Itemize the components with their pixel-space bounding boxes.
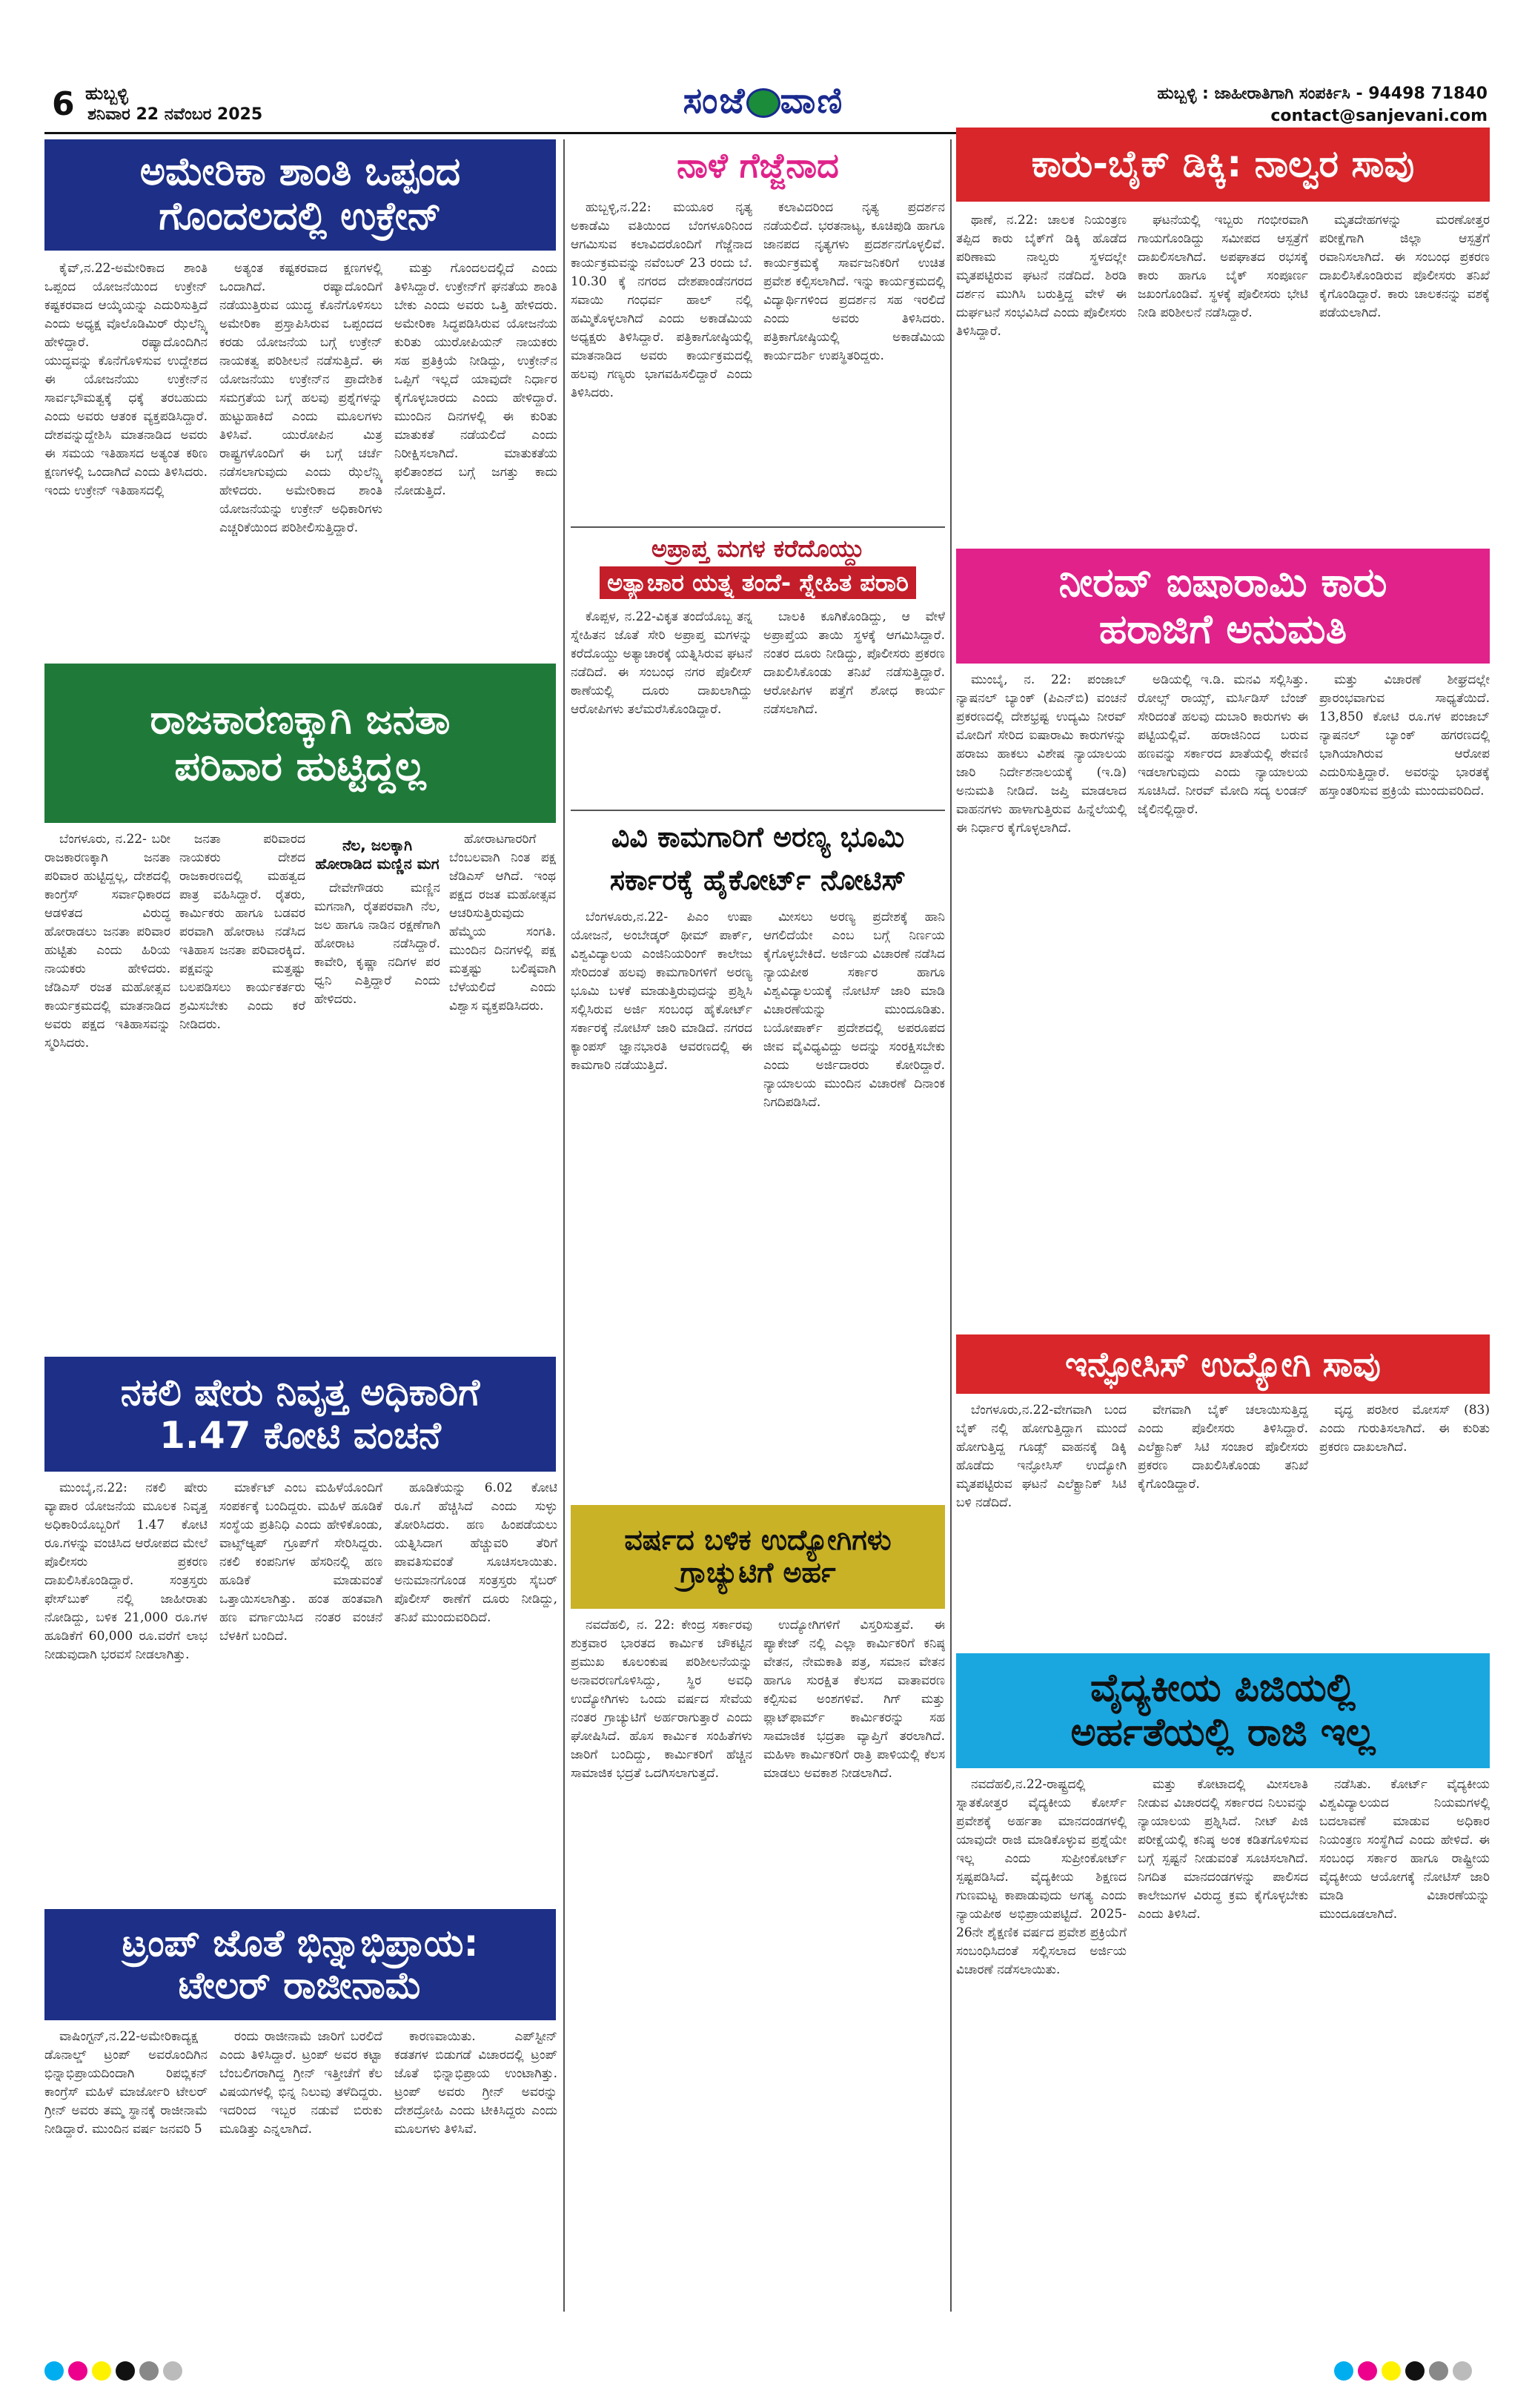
gray-dot	[1429, 2361, 1448, 2381]
article-body	[179, 830, 305, 1342]
article-text: ದೇವೇಗೌಡರು ಮಣ್ಣಿನ ಮಗನಾಗಿ, ರೈತಪರವಾಗಿ ನೆಲ, ಜಲ ಹಾಗೂ ನಾಡಿನ ರಕ್ಷಣೆಗಾಗಿ ಹೋರಾಟ ನಡೆಸಿದ್ದಾರೆ. ಕಾವೇರಿ, ಕೃಷ್ಣಾ ನದಿಗಳ ಪರ ಧ್ವನಿ ಎತ್ತಿದ್ದಾರೆ ಎಂದು ಹೇಳಿದರು.	[314, 881, 440, 1007]
article-text: ಮಾರ್ಕೆಟ್ ಎಂಬ ಮಹಿಳೆಯೊಂದಿಗೆ ಸಂಪರ್ಕಕ್ಕೆ ಬಂದಿದ್ದರು. ಮಹಿಳೆ ಹೂಡಿಕೆ ಸಂಸ್ಥೆಯ ಪ್ರತಿನಿಧಿ ಎಂದು ಹೇಳಿಕೊಂಡು, ವಾಟ್ಸ್‌ಆ್ಯಪ್ ಗ್ರೂಪ್‌ಗೆ ಸೇರಿಸಿದ್ದರು. ನಕಲಿ ಕಂಪನಿಗಳ ಹೆಸರಿನಲ್ಲಿ ಹಣ ಹೂಡಿಕೆ ಮಾಡುವಂತೆ ಒತ್ತಾಯಿಸಲಾಗಿತ್ತು. ಹಂತ ಹಂತವಾಗಿ ಹಣ ವರ್ಗಾಯಿಸಿದ ನಂತರ ವಂಚನೆ ಬೆಳಕಿಗೆ ಬಂದಿದೆ.	[219, 1481, 382, 1644]
globe-icon	[746, 88, 780, 118]
cyan-dot	[1334, 2361, 1353, 2381]
article-text: ನಡೆಸಿತು. ಕೋರ್ಟ್ ವೈದ್ಯಕೀಯ ವಿಶ್ವವಿದ್ಯಾಲಯದ ನಿಯಮಗಳಲ್ಲಿ ಬದಲಾವಣೆ ಮಾಡುವ ಅಧಿಕಾರ ನಿಯಂತ್ರಣ ಸಂಸ್ಥೆಗಿದೆ ಎಂದು ಹೇಳಿದೆ. ಈ ಸಂಬಂಧ ಸರ್ಕಾರ ಹಾಗೂ ರಾಷ್ಟ್ರೀಯ ವೈದ್ಯಕೀಯ ಆಯೋಗಕ್ಕೆ ನೋಟಿಸ್ ಜಾರಿ ಮಾಡಿ ವಿಚಾರಣೆಯನ್ನು ಮುಂದೂಡಲಾಗಿದೆ.	[1319, 1777, 1490, 1922]
headline-line: ಗೊಂದಲದಲ್ಲಿ ಉಕ್ರೇನ್	[159, 194, 442, 239]
page-number: 6	[52, 85, 75, 123]
headline-ukraine	[44, 139, 556, 251]
article-body	[44, 830, 170, 1342]
article-text: ಮತ್ತು ಕೋಟಾದಲ್ಲಿ ಮೀಸಲಾತಿ ನೀಡುವ ವಿಚಾರದಲ್ಲಿ ಸರ್ಕಾರದ ನಿಲುವನ್ನು ನ್ಯಾಯಾಲಯ ಪ್ರಶ್ನಿಸಿದೆ. ನೀಟ್ ಪಿಜಿ ಪರೀಕ್ಷೆಯಲ್ಲಿ ಕನಿಷ್ಠ ಅಂಕ ಕಡಿತಗೊಳಿಸುವ ಬಗ್ಗೆ ಸ್ಪಷ್ಟನೆ ನೀಡುವಂತೆ ಸೂಚಿಸಲಾಗಿದೆ. ನಿಗದಿತ ಮಾನದಂಡಗಳನ್ನು ಪಾಲಿಸದ ಕಾಲೇಜುಗಳ ವಿರುದ್ಧ ಕ್ರಮ ಕೈಗೊಳ್ಳಬೇಕು ಎಂದು ತಿಳಿಸಿದೆ.	[1138, 1777, 1308, 1922]
article-text: ಕಲಾವಿದರಿಂದ ನೃತ್ಯ ಪ್ರದರ್ಶನ ನಡೆಯಲಿದೆ. ಭರತನಾಟ್ಯ, ಕೂಚಿಪುಡಿ ಹಾಗೂ ಜಾನಪದ ನೃತ್ಯಗಳು ಪ್ರದರ್ಶನಗೊಳ್ಳಲಿವೆ. ಕಾರ್ಯಕ್ರಮಕ್ಕೆ ಸಾರ್ವಜನಿಕರಿಗೆ ಉಚಿತ ಪ್ರವೇಶ ಕಲ್ಪಿಸಲಾಗಿದೆ. ಇನ್ನು ಕಾರ್ಯಕ್ರಮದಲ್ಲಿ ವಿದ್ಯಾರ್ಥಿಗಳಿಂದ ಪ್ರದರ್ಶನ ಸಹ ಇರಲಿದೆ ಎಂದು ಅವರು ತಿಳಿಸಿದರು. ಪತ್ರಿಕಾಗೋಷ್ಠಿಯಲ್ಲಿ ಅಕಾಡೆಮಿಯ ಕಾರ್ಯದರ್ಶಿ ಉಪಸ್ಥಿತರಿದ್ದರು.	[763, 200, 945, 363]
article-body	[219, 259, 382, 645]
article-body	[394, 1479, 557, 1894]
article-body	[956, 1401, 1127, 1646]
gray-dot	[163, 2361, 182, 2381]
article-body	[956, 671, 1127, 1323]
headline-line: ಪರಿವಾರ ಹುಟ್ಟಿದ್ದಲ್ಲ	[174, 742, 426, 790]
headline-text: ಇನ್ಫೋಸಿಸ್ ಉದ್ಯೋಗಿ ಸಾವು	[1065, 1343, 1381, 1384]
article-text: ಮತ್ತು ವಿಚಾರಣೆ ಶೀಘ್ರದಲ್ಲೇ ಪ್ರಾರಂಭವಾಗುವ ಸಾಧ್ಯತೆಯಿದೆ. 13,850 ಕೋಟಿ ರೂ.ಗಳ ಪಂಜಾಬ್ ನ್ಯಾಷನಲ್ ಬ್ಯಾಂಕ್ ಹಗರಣದಲ್ಲಿ ಭಾಗಿಯಾಗಿರುವ ಆರೋಪ ಎದುರಿಸುತ್ತಿದ್ದಾರೆ. ಅವರನ್ನು ಭಾರತಕ್ಕೆ ಹಸ್ತಾಂತರಿಸುವ ಪ್ರಕ್ರಿಯೆ ಮುಂದುವರಿದಿದೆ.	[1319, 672, 1490, 798]
article-text: ಬೆಂಗಳೂರು,ನ.22- ಪಿಎಂ ಉಷಾ ಯೋಜನೆ, ಅಂಬೇಡ್ಕರ್ ಥೀಮ್ ಪಾರ್ಕ್, ವಿಶ್ವವಿದ್ಯಾಲಯ ಎಂಜಿನಿಯರಿಂಗ್ ಕಾಲೇಜು ಸೇರಿದಂತೆ ಹಲವು ಕಾಮಗಾರಿಗಳಿಗೆ ಅರಣ್ಯ ಭೂಮಿ ಬಳಕೆ ಮಾಡುತ್ತಿರುವುದನ್ನು ಪ್ರಶ್ನಿಸಿ ಸಲ್ಲಿಸಿರುವ ಅರ್ಜಿ ಸಂಬಂಧ ಹೈಕೋರ್ಟ್ ಸರ್ಕಾರಕ್ಕೆ ನೋಟಿಸ್ ಜಾರಿ ಮಾಡಿದೆ. ನಗರದ ಕ್ಯಾಂಪಸ್ ಜ್ಞಾನಭಾರತಿ ಆವರಣದಲ್ಲಿ ಈ ಕಾಮಗಾರಿ ನಡೆಯುತ್ತಿದೆ.	[571, 910, 752, 1073]
article-body	[394, 2028, 557, 2309]
article-text: ಮುಂಬೈ,ನ.22: ನಕಲಿ ಷೇರು ವ್ಯಾಪಾರ ಯೋಜನೆಯ ಮೂಲಕ ನಿವೃತ್ತ ಅಧಿಕಾರಿಯೊಬ್ಬರಿಗೆ 1.47 ಕೋಟಿ ರೂ.ಗಳನ್ನು ವಂಚಿಸಿದ ಆರೋಪದ ಮೇಲೆ ಪೊಲೀಸರು ಪ್ರಕರಣ ದಾಖಲಿಸಿಕೊಂಡಿದ್ದಾರೆ. ಸಂತ್ರಸ್ತರು ಫೇಸ್‌ಬುಕ್ ನಲ್ಲಿ ಜಾಹೀರಾತು ನೋಡಿದ್ದು, ಬಳಿಕ 21,000 ರೂ.ಗಳ ಹೂಡಿಕೆಗೆ 60,000 ರೂ.ವರೆಗೆ ಲಾಭ ನೀಡುವುದಾಗಿ ಭರವಸೆ ನೀಡಲಾಗಿತ್ತು.	[44, 1481, 208, 1662]
headline-line: ಅರ್ಹತೆಯಲ್ಲಿ ರಾಜಿ ಇಲ್ಲ	[1070, 1710, 1376, 1755]
black-dot	[116, 2361, 135, 2381]
article-text: ಮತ್ತು ಗೊಂದಲದಲ್ಲಿದೆ ಎಂದು ತಿಳಿಸಿದ್ದಾರೆ. ಉಕ್ರೇನ್‌ಗೆ ಘನತೆಯ ಶಾಂತಿ ಬೇಕು ಎಂದು ಅವರು ಒತ್ತಿ ಹೇಳಿದರು. ಅಮೇರಿಕಾ ಸಿದ್ಧಪಡಿಸಿರುವ ಯೋಜನೆಯ ಕುರಿತು ಯುರೋಪಿಯನ್ ನಾಯಕರು ಸಹ ಪ್ರತಿಕ್ರಿಯೆ ನೀಡಿದ್ದು, ಉಕ್ರೇನ್‌ನ ಒಪ್ಪಿಗೆ ಇಲ್ಲದೆ ಯಾವುದೇ ನಿರ್ಧಾರ ಕೈಗೊಳ್ಳಬಾರದು ಎಂದು ಹೇಳಿದ್ದಾರೆ. ಮುಂದಿನ ದಿನಗಳಲ್ಲಿ ಈ ಕುರಿತು ಮಾತುಕತೆ ನಡೆಯಲಿದೆ ಎಂದು ನಿರೀಕ್ಷಿಸಲಾಗಿದೆ. ಮಾತುಕತೆಯ ಫಲಿತಾಂಶದ ಬಗ್ಗೆ ಜಗತ್ತು ಕಾದು ನೋಡುತ್ತಿದೆ.	[394, 261, 557, 498]
article-text: ವಾಷಿಂಗ್ಟನ್,ನ.22-ಅಮೇರಿಕಾದ್ಯಕ್ಷ ಡೊನಾಲ್ಡ್ ಟ್ರಂಪ್ ಅವರೊಂದಿಗಿನ ಭಿನ್ನಾಭಿಪ್ರಾಯದಿಂದಾಗಿ ರಿಪಬ್ಲಿಕನ್ ಕಾಂಗ್ರೆಸ್ ಮಹಿಳೆ ಮಾರ್ಜೋರಿ ಟೇಲರ್ ಗ್ರೀನ್ ಅವರು ತಮ್ಮ ಸ್ಥಾನಕ್ಕೆ ರಾಜೀನಾಮೆ ನೀಡಿದ್ದಾರೆ. ಮುಂದಿನ ವರ್ಷ ಜನವರಿ 5	[44, 2029, 208, 2137]
article-body	[1138, 211, 1308, 538]
article-body	[1319, 671, 1490, 1323]
column-divider	[563, 139, 565, 2312]
black-dot	[1405, 2361, 1425, 2381]
headline-pg-medical	[956, 1653, 1490, 1768]
headline-line: ರಾಜಕಾರಣಕ್ಕಾಗಿ ಜನತಾ	[150, 696, 451, 744]
article-body	[763, 608, 945, 808]
article-text: ಬಾಲಕಿ ಕೂಗಿಕೊಂಡಿದ್ದು, ಆ ವೇಳೆ ಅಪ್ರಾಪ್ತೆಯ ತಾಯಿ ಸ್ಥಳಕ್ಕೆ ಆಗಮಿಸಿದ್ದಾರೆ. ನಂತರ ದೂರು ನೀಡಿದ್ದು, ಪೊಲೀಸರು ಪ್ರಕರಣ ದಾಖಲಿಸಿಕೊಂಡು ತನಿಖೆ ನಡೆಸುತ್ತಿದ್ದಾರೆ. ಆರೋಪಿಗಳ ಪತ್ತೆಗೆ ಶೋಧ ಕಾರ್ಯ ನಡೆಸಲಾಗಿದೆ.	[763, 609, 945, 717]
article-body	[763, 199, 945, 517]
headline-infosys	[956, 1334, 1490, 1394]
article-text: ನವದೆಹಲಿ,ನ.22-ರಾಷ್ಟ್ರದಲ್ಲಿ ಸ್ನಾತಕೋತ್ತರ ವೈದ್ಯಕೀಯ ಕೋರ್ಸ್ ಪ್ರವೇಶಕ್ಕೆ ಅರ್ಹತಾ ಮಾನದಂಡಗಳಲ್ಲಿ ಯಾವುದೇ ರಾಜಿ ಮಾಡಿಕೊಳ್ಳುವ ಪ್ರಶ್ನೆಯೇ ಇಲ್ಲ ಎಂದು ಸುಪ್ರೀಂಕೋರ್ಟ್ ಸ್ಪಷ್ಟಪಡಿಸಿದೆ. ವೈದ್ಯಕೀಯ ಶಿಕ್ಷಣದ ಗುಣಮಟ್ಟ ಕಾಪಾಡುವುದು ಅಗತ್ಯ ಎಂದು ನ್ಯಾಯಪೀಠ ಅಭಿಪ್ರಾಯಪಟ್ಟಿದೆ. 2025-26ನೇ ಶೈಕ್ಷಣಿಕ ವರ್ಷದ ಪ್ರವೇಶ ಪ್ರಕ್ರಿಯೆಗೆ ಸಂಬಂಧಿಸಿದಂತೆ ಸಲ್ಲಿಸಲಾದ ಅರ್ಜಿಯ ವಿಚಾರಣೆ ನಡೆಸಲಾಯಿತು.	[956, 1777, 1127, 1977]
headline-line: ಟೇಲರ್ ರಾಜೀನಾಮೆ	[178, 1964, 422, 2007]
article-body	[956, 211, 1127, 538]
article-text: ಬೆಂಗಳೂರು, ನ.22- ಬರೀ ರಾಜಕಾರಣಕ್ಕಾಗಿ ಜನತಾ ಪರಿವಾರ ಹುಟ್ಟಿದ್ದಲ್ಲ, ದೇಶದಲ್ಲಿ ಕಾಂಗ್ರೆಸ್ ಸರ್ವಾಧಿಕಾರದ ಆಡಳಿತದ ವಿರುದ್ಧ ಹೋರಾಡಲು ಜನತಾ ಪರಿವಾರ ಹುಟ್ಟಿತು ಎಂದು ಹಿರಿಯ ನಾಯಕರು ಹೇಳಿದರು. ಜೆಡಿಎಸ್ ರಜತ ಮಹೋತ್ಸವ ಕಾರ್ಯಕ್ರಮದಲ್ಲಿ ಮಾತನಾಡಿದ ಅವರು ಪಕ್ಷದ ಇತಿಹಾಸವನ್ನು ಸ್ಮರಿಸಿದರು.	[44, 832, 170, 1051]
article-body	[763, 908, 945, 1486]
headline-text: ನಾಳೆ ಗೆಜ್ಜೆನಾದ	[677, 145, 839, 185]
article-body	[394, 259, 557, 645]
headline-line: ನೀರವ್ ಐಷಾರಾಮಿ ಕಾರು	[1058, 559, 1387, 606]
subheading: ನೆಲ, ಜಲಕ್ಕಾಗಿ ಹೋರಾಡಿದ ಮಣ್ಣಿನ ಮಗ	[315, 836, 440, 873]
newspaper-logo	[645, 80, 882, 125]
yellow-dot	[1382, 2361, 1401, 2381]
article-text: ವೇಗವಾಗಿ ಬೈಕ್ ಚಲಾಯಿಸುತ್ತಿದ್ದ ಎಂದು ಪೊಲೀಸರು ತಿಳಿಸಿದ್ದಾರೆ. ಎಲೆಕ್ಟ್ರಾನಿಕ್ ಸಿಟಿ ಸಂಚಾರ ಪೊಲೀಸರು ಪ್ರಕರಣ ದಾಖಲಿಸಿಕೊಂಡು ತನಿಖೆ ಕೈಗೊಂಡಿದ್ದಾರೆ.	[1138, 1403, 1308, 1492]
article-body	[1138, 1776, 1308, 2309]
article-text: ವೃದ್ಧ ಪರಶೀರ ಮೋಸಸ್ (83) ಎಂದು ಗುರುತಿಸಲಾಗಿದೆ. ಈ ಕುರಿತು ಪ್ರಕರಣ ದಾಖಲಾಗಿದೆ.	[1319, 1403, 1490, 1455]
headline-trump	[44, 1909, 556, 2020]
article-body	[1319, 1401, 1490, 1646]
headline-line: ವರ್ಷದ ಬಳಿಕ ಉದ್ಯೋಗಿಗಳು	[624, 1524, 892, 1557]
article-text: ಥಾಣೆ, ನ.22: ಚಾಲಕ ನಿಯಂತ್ರಣ ತಪ್ಪಿದ ಕಾರು ಬೈಕ್‌ಗೆ ಡಿಕ್ಕಿ ಹೊಡೆದ ಪರಿಣಾಮ ನಾಲ್ವರು ಸ್ಥಳದಲ್ಲೇ ಮೃತಪಟ್ಟಿರುವ ಘಟನೆ ನಡೆದಿದೆ. ಶಿರಡಿ ದರ್ಶನ ಮುಗಿಸಿ ಬರುತ್ತಿದ್ದ ವೇಳೆ ಈ ದುರ್ಘಟನೆ ಸಂಭವಿಸಿದೆ ಎಂದು ಪೊಲೀಸರು ತಿಳಿಸಿದ್ದಾರೆ.	[956, 213, 1127, 339]
article-body	[219, 1479, 382, 1894]
headline-line: ಸರ್ಕಾರಕ್ಕೆ ಹೈಕೋರ್ಟ್ ನೋಟಿಸ್	[609, 864, 906, 896]
article-body	[571, 908, 752, 1486]
article-body	[449, 830, 556, 1342]
article-text: ಮೃತದೇಹಗಳನ್ನು ಮರಣೋತ್ತರ ಪರೀಕ್ಷೆಗಾಗಿ ಜಿಲ್ಲಾ ಆಸ್ಪತ್ರೆಗೆ ರವಾನಿಸಲಾಗಿದೆ. ಈ ಸಂಬಂಧ ಪ್ರಕರಣ ದಾಖಲಿಸಿಕೊಂಡಿರುವ ಪೊಲೀಸರು ತನಿಖೆ ಕೈಗೊಂಡಿದ್ದಾರೆ. ಕಾರು ಚಾಲಕನನ್ನು ವಶಕ್ಕೆ ಪಡೆಯಲಾಗಿದೆ.	[1319, 213, 1490, 320]
article-text: ರಂದು ರಾಜೀನಾಮೆ ಜಾರಿಗೆ ಬರಲಿದೆ ಎಂದು ತಿಳಿಸಿದ್ದಾರೆ. ಟ್ರಂಪ್ ಅವರ ಕಟ್ಟಾ ಬೆಂಬಲಿಗರಾಗಿದ್ದ ಗ್ರೀನ್ ಇತ್ತೀಚೆಗೆ ಕೆಲ ವಿಷಯಗಳಲ್ಲಿ ಭಿನ್ನ ನಿಲುವು ತಳೆದಿದ್ದರು. ಇದರಿಂದ ಇಬ್ಬರ ನಡುವೆ ಬಿರುಕು ಮೂಡಿತ್ತು ಎನ್ನಲಾಗಿದೆ.	[219, 2029, 382, 2137]
article-body	[571, 608, 752, 808]
yellow-dot	[92, 2361, 111, 2381]
city-name: ಹುಬ್ಬಳ್ಳಿ	[85, 83, 128, 104]
contact-info	[1072, 83, 1488, 128]
article-text: ಬೆಂಗಳೂರು,ನ.22-ವೇಗವಾಗಿ ಬಂದ ಬೈಕ್ ನಲ್ಲಿ ಹೋಗುತ್ತಿದ್ದಾಗ ಮುಂದೆ ಹೋಗುತ್ತಿದ್ದ ಗೂಡ್ಸ್ ವಾಹನಕ್ಕೆ ಡಿಕ್ಕಿ ಹೊಡೆದು ಇನ್ಫೋಸಿಸ್ ಉದ್ಯೋಗಿ ಮೃತಪಟ್ಟಿರುವ ಘಟನೆ ಎಲೆಕ್ಟ್ರಾನಿಕ್ ಸಿಟಿ ಬಳಿ ನಡೆದಿದೆ.	[956, 1403, 1127, 1510]
headline-nirav	[956, 549, 1490, 664]
article-text: ನವದೆಹಲಿ, ನ. 22: ಕೇಂದ್ರ ಸರ್ಕಾರವು ಶುಕ್ರವಾರ ಭಾರತದ ಕಾರ್ಮಿಕ ಚೌಕಟ್ಟಿನ ಪ್ರಮುಖ ಕೂಲಂಕುಷ ಪರಿಶೀಲನೆಯನ್ನು ಅನಾವರಣಗೊಳಿಸಿದ್ದು, ಸ್ಥಿರ ಅವಧಿ ಉದ್ಯೋಗಿಗಳು ಒಂದು ವರ್ಷದ ಸೇವೆಯ ನಂತರ ಗ್ರಾಚ್ಯುಟಿಗೆ ಅರ್ಹರಾಗುತ್ತಾರೆ ಎಂದು ಘೋಷಿಸಿದೆ. ಹೊಸ ಕಾರ್ಮಿಕ ಸಂಹಿತೆಗಳು ಜಾರಿಗೆ ಬಂದಿದ್ದು, ಕಾರ್ಮಿಕರಿಗೆ ಹೆಚ್ಚಿನ ಸಾಮಾಜಿಕ ಭದ್ರತೆ ಒದಗಿಸಲಾಗುತ್ತದೆ.	[571, 1618, 752, 1781]
article-body	[1138, 671, 1308, 1323]
article-body	[571, 1616, 752, 2306]
article-body	[763, 1616, 945, 2306]
gray-dot	[139, 2361, 159, 2381]
article-text: ಜನತಾ ಪರಿವಾರದ ನಾಯಕರು ದೇಶದ ರಾಜಕಾರಣದಲ್ಲಿ ಮಹತ್ವದ ಪಾತ್ರ ವಹಿಸಿದ್ದಾರೆ. ರೈತರು, ಕಾರ್ಮಿಕರು ಹಾಗೂ ಬಡವರ ಪರವಾಗಿ ಹೋರಾಟ ನಡೆಸಿದ ಇತಿಹಾಸ ಜನತಾ ಪರಿವಾರಕ್ಕಿದೆ. ಪಕ್ಷವನ್ನು ಮತ್ತಷ್ಟು ಬಲಪಡಿಸಲು ಕಾರ್ಯಕರ್ತರು ಶ್ರಮಿಸಬೇಕು ಎಂದು ಕರೆ ನೀಡಿದರು.	[179, 832, 305, 1032]
headline-forest	[571, 816, 945, 902]
article-text: ಹೋರಾಟಗಾರರಿಗೆ ಬೆಂಬಲವಾಗಿ ನಿಂತ ಪಕ್ಷ ಜೆಡಿಎಸ್ ಆಗಿದೆ. ಇಂಥ ಪಕ್ಷದ ರಜತ ಮಹೋತ್ಸವ ಆಚರಿಸುತ್ತಿರುವುದು ಹೆಮ್ಮೆಯ ಸಂಗತಿ. ಮುಂದಿನ ದಿನಗಳಲ್ಲಿ ಪಕ್ಷ ಮತ್ತಷ್ಟು ಬಲಿಷ್ಠವಾಗಿ ಬೆಳೆಯಲಿದೆ ಎಂದು ವಿಶ್ವಾಸ ವ್ಯಕ್ತಪಡಿಸಿದರು.	[449, 832, 556, 1013]
headline-line: ಅಮೇರಿಕಾ ಶಾಂತಿ ಒಪ್ಪಂದ	[139, 150, 461, 195]
article-text: ಕೈವ್,ನ.22-ಅಮೇರಿಕಾದ ಶಾಂತಿ ಒಪ್ಪಂದ ಯೋಜನೆಯಿಂದ ಉಕ್ರೇನ್ ಕಷ್ಟಕರವಾದ ಆಯ್ಕೆಯನ್ನು ಎದುರಿಸುತ್ತಿದೆ ಎಂದು ಅಧ್ಯಕ್ಷ ವೊಲೊಡಿಮಿರ್ ಝೆಲೆನ್ಸ್ಕಿ ಹೇಳಿದ್ದಾರೆ. ರಷ್ಯಾದೊಂದಿಗಿನ ಯುದ್ಧವನ್ನು ಕೊನೆಗೊಳಿಸುವ ಉದ್ದೇಶದ ಈ ಯೋಜನೆಯು ಉಕ್ರೇನ್‌ನ ಸಾರ್ವಭೌಮತ್ವಕ್ಕೆ ಧಕ್ಕೆ ತರಬಹುದು ಎಂದು ಅವರು ಆತಂಕ ವ್ಯಕ್ತಪಡಿಸಿದ್ದಾರೆ. ದೇಶವನ್ನುದ್ದೇಶಿಸಿ ಮಾತನಾಡಿದ ಅವರು ಈ ಸಮಯ ಇತಿಹಾಸದ ಅತ್ಯಂತ ಕಠಿಣ ಕ್ಷಣಗಳಲ್ಲಿ ಒಂದಾಗಿದೆ ಎಂದು ತಿಳಿಸಿದರು. ಇಂದು ಉಕ್ರೇನ್ ಇತಿಹಾಸದಲ್ಲಿ	[44, 261, 208, 498]
article-text: ಉದ್ಯೋಗಿಗಳಿಗೆ ವಿಸ್ತರಿಸುತ್ತವೆ. ಈ ಪ್ಯಾಕೇಜ್ ನಲ್ಲಿ ಎಲ್ಲಾ ಕಾರ್ಮಿಕರಿಗೆ ಕನಿಷ್ಠ ವೇತನ, ನೇಮಕಾತಿ ಪತ್ರ, ಸಮಾನ ವೇತನ ಹಾಗೂ ಸುರಕ್ಷಿತ ಕೆಲಸದ ವಾತಾವರಣ ಕಲ್ಪಿಸುವ ಅಂಶಗಳಿವೆ. ಗಿಗ್ ಮತ್ತು ಪ್ಲಾಟ್‌ಫಾರ್ಮ್ ಕಾರ್ಮಿಕರನ್ನು ಸಹ ಸಾಮಾಜಿಕ ಭದ್ರತಾ ವ್ಯಾಪ್ತಿಗೆ ತರಲಾಗಿದೆ. ಮಹಿಳಾ ಕಾರ್ಮಿಕರಿಗೆ ರಾತ್ರಿ ಪಾಳಿಯಲ್ಲಿ ಕೆಲಸ ಮಾಡಲು ಅವಕಾಶ ನೀಡಲಾಗಿದೆ.	[763, 1618, 945, 1781]
article-body	[219, 2028, 382, 2309]
headline-text: ಕಾರು-ಬೈಕ್ ಡಿಕ್ಕಿ: ನಾಲ್ವರ ಸಾವು	[1031, 142, 1415, 186]
headline-line: 1.47 ಕೋಟಿ ವಂಚನೆ	[159, 1413, 441, 1457]
article-text: ಕೊಪ್ಪಳ, ನ.22-ವಿಕೃತ ತಂದೆಯೊಬ್ಬ ತನ್ನ ಸ್ನೇಹಿತನ ಜೊತೆ ಸೇರಿ ಅಪ್ರಾಪ್ತ ಮಗಳನ್ನು ಕರೆದೊಯ್ದು ಅತ್ಯಾಚಾರಕ್ಕೆ ಯತ್ನಿಸಿರುವ ಘಟನೆ ನಡೆದಿದೆ. ಈ ಸಂಬಂಧ ನಗರ ಪೊಲೀಸ್ ಠಾಣೆಯಲ್ಲಿ ದೂರು ದಾಖಲಾಗಿದ್ದು ಆರೋಪಿಗಳು ತಲೆಮರೆಸಿಕೊಂಡಿದ್ದಾರೆ.	[571, 609, 752, 717]
logo-text-right: ವಾಣಿ	[780, 80, 844, 122]
headline-line: ಹರಾಜಿಗೆ ಅನುಮತಿ	[1098, 605, 1347, 652]
column-divider	[950, 139, 952, 2312]
gray-dot	[1453, 2361, 1472, 2381]
article-column	[314, 830, 440, 1342]
article-text: ಮೀಸಲು ಅರಣ್ಯ ಪ್ರದೇಶಕ್ಕೆ ಹಾನಿ ಆಗಲಿದೆಯೇ ಎಂಬ ಬಗ್ಗೆ ನಿರ್ಣಯ ಕೈಗೊಳ್ಳಬೇಕಿದೆ. ಅರ್ಜಿಯ ವಿಚಾರಣೆ ನಡೆಸಿದ ನ್ಯಾಯಪೀಠ ಸರ್ಕಾರ ಹಾಗೂ ವಿಶ್ವವಿದ್ಯಾಲಯಕ್ಕೆ ನೋಟಿಸ್ ಜಾರಿ ಮಾಡಿ ವಿಚಾರಣೆಯನ್ನು ಮುಂದೂಡಿತು. ಬಯೋಪಾರ್ಕ್ ಪ್ರದೇಶದಲ್ಲಿ ಅಪರೂಪದ ಜೀವ ವೈವಿಧ್ಯವಿದ್ದು ಅದನ್ನು ಸಂರಕ್ಷಿಸಬೇಕು ಎಂದು ಅರ್ಜಿದಾರರು ಕೋರಿದ್ದಾರೆ. ನ್ಯಾಯಾಲಯ ಮುಂದಿನ ವಿಚಾರಣೆ ದಿನಾಂಕ ನಿಗದಿಪಡಿಸಿದೆ.	[763, 910, 945, 1110]
logo-text-left: ಸಂಜೆ	[683, 80, 746, 122]
headline-line: ಅತ್ಯಾಚಾರ ಯತ್ನ ತಂದೆ- ಸ್ನೇಹಿತ ಪರಾರಿ	[600, 566, 916, 599]
color-registration-right	[1334, 2361, 1476, 2384]
article-body	[1138, 1401, 1308, 1646]
article-text: ಅಡಿಯಲ್ಲಿ ಇ.ಡಿ. ಮನವಿ ಸಲ್ಲಿಸಿತ್ತು. ರೋಲ್ಸ್ ರಾಯ್ಸ್, ಮರ್ಸಿಡಿಸ್ ಬೆಂಜ್ ಸೇರಿದಂತೆ ಹಲವು ದುಬಾರಿ ಕಾರುಗಳು ಈ ಪಟ್ಟಿಯಲ್ಲಿವೆ. ಹರಾಜಿನಿಂದ ಬರುವ ಹಣವನ್ನು ಸರ್ಕಾರದ ಖಾತೆಯಲ್ಲಿ ಠೇವಣಿ ಇಡಲಾಗುವುದು ಎಂದು ನ್ಯಾಯಾಲಯ ಸೂಚಿಸಿದೆ. ನೀರವ್ ಮೋದಿ ಸದ್ಯ ಲಂಡನ್ ಜೈಲಿನಲ್ಲಿದ್ದಾರೆ.	[1138, 672, 1308, 817]
headline-line: ಗ್ರಾಚ್ಯುಟಿಗೆ ಅರ್ಹ	[680, 1556, 836, 1589]
article-body	[44, 259, 208, 645]
article-text: ಅತ್ಯಂತ ಕಷ್ಟಕರವಾದ ಕ್ಷಣಗಳಲ್ಲಿ ಒಂದಾಗಿದೆ. ರಷ್ಯಾದೊಂದಿಗೆ ನಡೆಯುತ್ತಿರುವ ಯುದ್ಧ ಕೊನೆಗೊಳಿಸಲು ಅಮೇರಿಕಾ ಪ್ರಸ್ತಾಪಿಸಿರುವ ಒಪ್ಪಂದದ ಕರಡು ಯೋಜನೆಯ ಬಗ್ಗೆ ಉಕ್ರೇನ್ ನಾಯಕತ್ವ ಪರಿಶೀಲನೆ ನಡೆಸುತ್ತಿದೆ. ಈ ಯೋಜನೆಯು ಉಕ್ರೇನ್‌ನ ಪ್ರಾದೇಶಿಕ ಸಮಗ್ರತೆಯ ಬಗ್ಗೆ ಹಲವು ಪ್ರಶ್ನೆಗಳನ್ನು ಹುಟ್ಟುಹಾಕಿದೆ ಎಂದು ಮೂಲಗಳು ತಿಳಿಸಿವೆ. ಯುರೋಪಿನ ಮಿತ್ರ ರಾಷ್ಟ್ರಗಳೊಂದಿಗೆ ಈ ಬಗ್ಗೆ ಚರ್ಚೆ ನಡೆಸಲಾಗುವುದು ಎಂದು ಝೆಲೆನ್ಸ್ಕಿ ಹೇಳಿದರು. ಅಮೇರಿಕಾದ ಶಾಂತಿ ಯೋಜನೆಯನ್ನು ಉಕ್ರೇನ್ ಅಧಿಕಾರಿಗಳು ಎಚ್ಚರಿಕೆಯಿಂದ ಪರಿಶೀಲಿಸುತ್ತಿದ್ದಾರೆ.	[219, 261, 382, 535]
magenta-dot	[68, 2361, 87, 2381]
article-body	[956, 1776, 1127, 2309]
headline-graduates	[571, 1505, 945, 1609]
article-body	[44, 2028, 208, 2309]
article-text: ಹುಬ್ಬಳ್ಳಿ,ನ.22: ಮಯೂರ ನೃತ್ಯ ಅಕಾಡೆಮಿ ವತಿಯಿಂದ ಬೆಂಗಳೂರಿನಿಂದ ಆಗಮಿಸುವ ಕಲಾವಿದರೊಂದಿಗೆ ಗೆಜ್ಜೆನಾದ ಕಾರ್ಯಕ್ರಮವನ್ನು ನವೆಂಬರ್ 23 ರಂದು ಬೆ. 10.30 ಕ್ಕೆ ನಗರದ ದೇಶಪಾಂಡೆನಗರದ ಸವಾಯಿ ಗಂಧರ್ವ ಹಾಲ್ ನಲ್ಲಿ ಹಮ್ಮಿಕೊಳ್ಳಲಾಗಿದೆ ಎಂದು ಅಕಾಡೆಮಿಯ ಅಧ್ಯಕ್ಷರು ತಿಳಿಸಿದ್ದಾರೆ. ಪತ್ರಿಕಾಗೋಷ್ಠಿಯಲ್ಲಿ ಮಾತನಾಡಿದ ಅವರು ಕಾರ್ಯಕ್ರಮದಲ್ಲಿ ಹಲವು ಗಣ್ಯರು ಭಾಗವಹಿಸಲಿದ್ದಾರೆ ಎಂದು ತಿಳಿಸಿದರು.	[571, 200, 752, 400]
headline-line: ವೈದ್ಯಕೀಯ ಪಿಜಿಯಲ್ಲಿ	[1090, 1665, 1356, 1710]
contact-email: contact@sanjevani.com	[1270, 107, 1488, 125]
headline-fake-share	[44, 1357, 556, 1472]
divider	[571, 810, 945, 811]
article-text: ಹೂಡಿಕೆಯನ್ನು 6.02 ಕೋಟಿ ರೂ.ಗೆ ಹೆಚ್ಚಿಸಿದೆ ಎಂದು ಸುಳ್ಳು ತೋರಿಸಿದರು. ಹಣ ಹಿಂಪಡೆಯಲು ಯತ್ನಿಸಿದಾಗ ಹೆಚ್ಚುವರಿ ತೆರಿಗೆ ಪಾವತಿಸುವಂತೆ ಸೂಚಿಸಲಾಯಿತು. ಅನುಮಾನಗೊಂಡ ಸಂತ್ರಸ್ತರು ಸೈಬರ್ ಪೊಲೀಸ್ ಠಾಣೆಗೆ ದೂರು ನೀಡಿದ್ದು, ತನಿಖೆ ಮುಂದುವರಿದಿದೆ.	[394, 1481, 557, 1625]
masthead	[0, 0, 1532, 133]
article-body	[1319, 1776, 1490, 2309]
headline-atrocity	[571, 534, 945, 599]
headline-line: ಟ್ರಂಪ್ ಜೊತೆ ಭಿನ್ನಾಭಿಪ್ರಾಯ:	[122, 1921, 479, 1965]
article-body	[571, 199, 752, 517]
headline-line: ವಿವಿ ಕಾಮಗಾರಿಗೆ ಅರಣ್ಯ ಭೂಮಿ	[611, 821, 905, 853]
cyan-dot	[44, 2361, 64, 2381]
contact-line: ಹುಬ್ಬಳ್ಳಿ : ಜಾಹೀರಾತಿಗಾಗಿ ಸಂಪರ್ಕಿಸಿ - 94498 71840	[1157, 85, 1488, 103]
article-body	[1319, 211, 1490, 538]
headline-janata	[44, 664, 556, 823]
headline-line: ಅಪ್ರಾಪ್ತ ಮಗಳ ಕರೆದೊಯ್ದು	[651, 535, 865, 563]
issue-date: ಶನಿವಾರ 22 ನವೆಂಬರ 2025	[87, 105, 263, 124]
article-text: ಕಾರಣವಾಯಿತು. ಎಪ್‌ಸ್ಟೀನ್ ಕಡತಗಳ ಬಿಡುಗಡೆ ವಿಚಾರದಲ್ಲಿ ಟ್ರಂಪ್ ಜೊತೆ ಭಿನ್ನಾಭಿಪ್ರಾಯ ಉಂಟಾಗಿತ್ತು. ಟ್ರಂಪ್ ಅವರು ಗ್ರೀನ್ ಅವರನ್ನು ದೇಶದ್ರೋಹಿ ಎಂದು ಟೀಕಿಸಿದ್ದರು ಎಂದು ಮೂಲಗಳು ತಿಳಿಸಿವೆ.	[394, 2029, 557, 2137]
headline-car-bike	[956, 128, 1490, 202]
article-text: ಘಟನೆಯಲ್ಲಿ ಇಬ್ಬರು ಗಂಭೀರವಾಗಿ ಗಾಯಗೊಂಡಿದ್ದು ಸಮೀಪದ ಆಸ್ಪತ್ರೆಗೆ ದಾಖಲಿಸಲಾಗಿದೆ. ಅಪಘಾತದ ರಭಸಕ್ಕೆ ಕಾರು ಹಾಗೂ ಬೈಕ್ ಸಂಪೂರ್ಣ ಜಖಂಗೊಂಡಿವೆ. ಸ್ಥಳಕ್ಕೆ ಪೊಲೀಸರು ಭೇಟಿ ನೀಡಿ ಪರಿಶೀಲನೆ ನಡೆಸಿದ್ದಾರೆ.	[1138, 213, 1308, 320]
article-body	[44, 1479, 208, 1894]
divider	[571, 526, 945, 528]
color-registration-left	[44, 2361, 187, 2384]
headline-line: ನಕಲಿ ಷೇರು ನಿವೃತ್ತ ಅಧಿಕಾರಿಗೆ	[120, 1371, 480, 1414]
headline-gejjenaada	[571, 139, 945, 191]
magenta-dot	[1358, 2361, 1377, 2381]
article-text: ಮುಂಬೈ, ನ. 22: ಪಂಜಾಬ್ ನ್ಯಾಷನಲ್ ಬ್ಯಾಂಕ್ (ಪಿಎನ್‌ಬಿ) ವಂಚನೆ ಪ್ರಕರಣದಲ್ಲಿ ದೇಶಭ್ರಷ್ಟ ಉದ್ಯಮಿ ನೀರವ್ ಮೋದಿಗೆ ಸೇರಿದ ಐಷಾರಾಮಿ ಕಾರುಗಳನ್ನು ಹರಾಜು ಹಾಕಲು ವಿಶೇಷ ನ್ಯಾಯಾಲಯ ಜಾರಿ ನಿರ್ದೇಶನಾಲಯಕ್ಕೆ (ಇ.ಡಿ) ಅನುಮತಿ ನೀಡಿದೆ. ಜಪ್ತಿ ಮಾಡಲಾದ ವಾಹನಗಳು ಹಾಳಾಗುತ್ತಿರುವ ಹಿನ್ನೆಲೆಯಲ್ಲಿ ಈ ನಿರ್ಧಾರ ಕೈಗೊಳ್ಳಲಾಗಿದೆ.	[956, 672, 1127, 836]
